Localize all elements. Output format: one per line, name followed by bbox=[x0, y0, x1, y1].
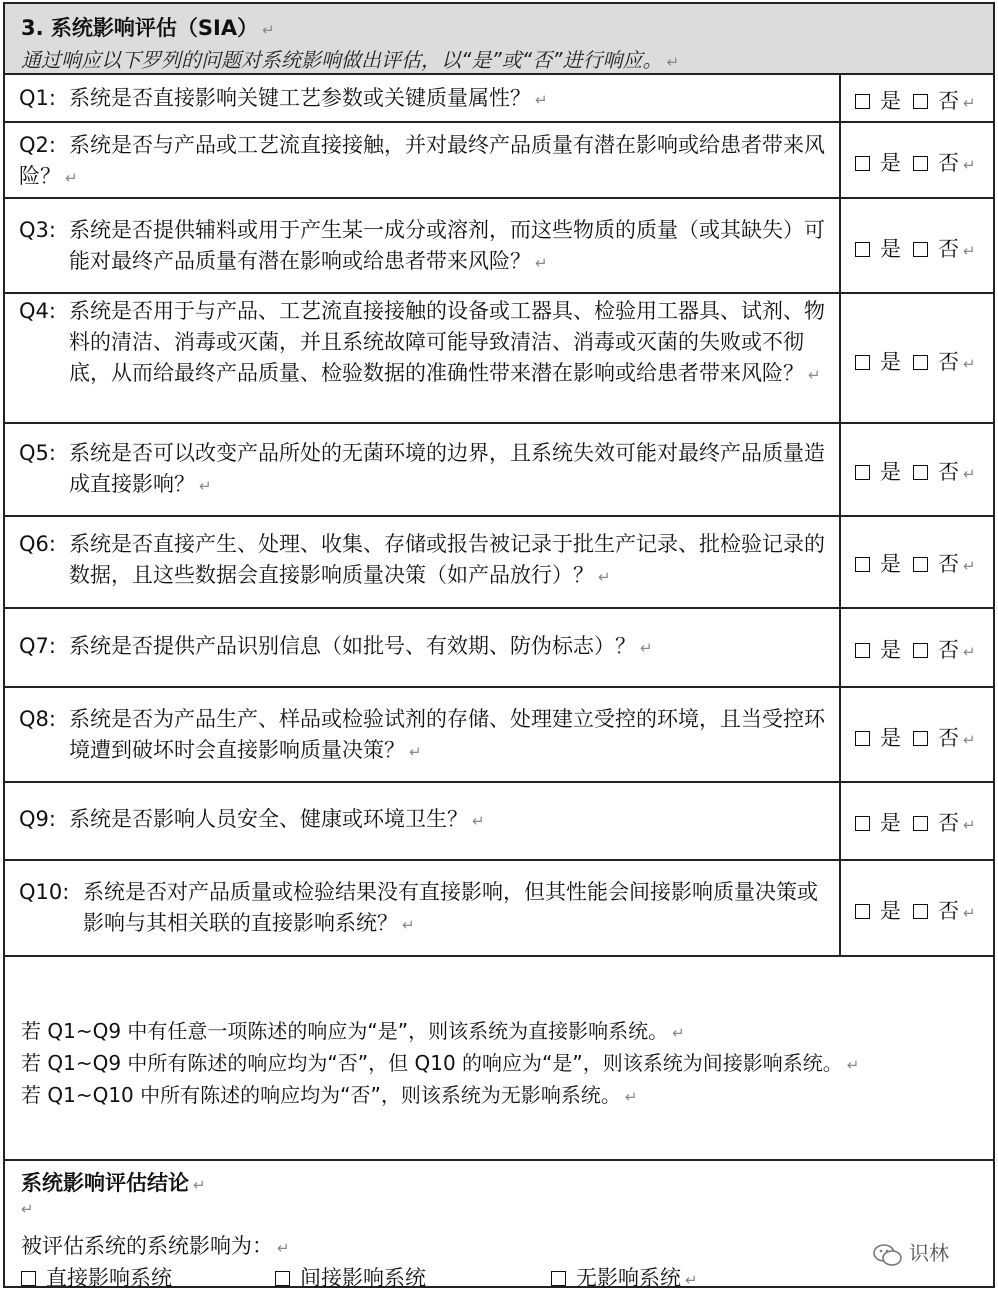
question-id: Q3: bbox=[19, 218, 56, 242]
column-divider bbox=[839, 75, 841, 121]
conclusion-option-direct[interactable]: 直接影响系统 bbox=[21, 1262, 172, 1292]
question-id: Q1: bbox=[19, 86, 56, 110]
yes-no-options: 是 否 ↵ bbox=[855, 85, 976, 115]
conclusion-option-indirect[interactable]: 间接影响系统 bbox=[275, 1262, 426, 1292]
question-row-q3 bbox=[5, 199, 993, 294]
indirect-impact-checkbox[interactable] bbox=[275, 1271, 290, 1286]
evaluation-rules bbox=[5, 957, 993, 1161]
conclusion-option-none[interactable]: 无影响系统 ↵ bbox=[551, 1262, 698, 1292]
question-row-q4 bbox=[5, 294, 993, 424]
question-row-q5 bbox=[5, 424, 993, 517]
section-header bbox=[5, 4, 993, 75]
yes-no-options: 是 否 ↵ bbox=[855, 634, 976, 664]
column-divider bbox=[839, 123, 841, 197]
no-checkbox[interactable] bbox=[913, 242, 928, 257]
yes-no-options: 是 否 ↵ bbox=[855, 807, 976, 837]
no-checkbox[interactable] bbox=[913, 156, 928, 171]
no-checkbox[interactable] bbox=[913, 465, 928, 480]
column-divider bbox=[839, 783, 841, 859]
yes-checkbox[interactable] bbox=[855, 242, 870, 257]
yes-no-options: 是 否 ↵ bbox=[855, 233, 976, 263]
column-divider bbox=[839, 294, 841, 422]
yes-checkbox[interactable] bbox=[855, 465, 870, 480]
question-id: Q5: bbox=[19, 441, 56, 465]
question-id: Q6: bbox=[19, 532, 56, 556]
question-text: Q8: 系统是否为产品生产、样品或检验试剂的存储、处理建立受控的环境，且当受控环境遭到破坏时会直接影响质量决策？ ↵ bbox=[19, 704, 835, 768]
column-divider bbox=[839, 199, 841, 292]
no-impact-checkbox[interactable] bbox=[551, 1271, 566, 1286]
yes-checkbox[interactable] bbox=[855, 816, 870, 831]
column-divider bbox=[839, 688, 841, 781]
yes-checkbox[interactable] bbox=[855, 156, 870, 171]
question-id: Q4: bbox=[19, 299, 56, 323]
yes-checkbox[interactable] bbox=[855, 731, 870, 746]
question-text: Q2: 系统是否与产品或工艺流直接接触，并对最终产品质量有潜在影响或给患者带来风险？ ↵ bbox=[19, 130, 835, 194]
empty-paragraph-mark: ↵ bbox=[21, 1200, 34, 1218]
question-text: Q7: 系统是否提供产品识别信息（如批号、有效期、防伪标志）？ ↵ bbox=[19, 631, 835, 664]
question-text: Q9: 系统是否影响人员安全、健康或环境卫生？ ↵ bbox=[19, 804, 835, 837]
yes-no-options: 是 否 ↵ bbox=[855, 895, 976, 925]
question-text: Q6: 系统是否直接产生、处理、收集、存储或报告被记录于批生产记录、批检验记录的数据，且这些数据会直接影响质量决策（如产品放行）？ ↵ bbox=[19, 529, 835, 593]
question-id: Q2: bbox=[19, 133, 56, 157]
question-row-q7 bbox=[5, 609, 993, 688]
question-row-q10 bbox=[5, 861, 993, 957]
question-text: Q5: 系统是否可以改变产品所处的无菌环境的边界，且系统失效可能对最终产品质量造成直接影响？ ↵ bbox=[19, 438, 835, 502]
rule-line: 若 Q1~Q9 中所有陈述的响应均为“否”，但 Q10 的响应为“是”，则该系统为间接影响系统。 ↵ bbox=[21, 1051, 860, 1075]
column-divider bbox=[839, 424, 841, 515]
yes-checkbox[interactable] bbox=[855, 355, 870, 370]
question-id: Q7: bbox=[19, 634, 56, 658]
no-checkbox[interactable] bbox=[913, 904, 928, 919]
yes-no-options: 是 否 ↵ bbox=[855, 147, 976, 177]
conclusion-label: 被评估系统的系统影响为： ↵ bbox=[21, 1234, 290, 1258]
no-checkbox[interactable] bbox=[913, 557, 928, 572]
column-divider bbox=[839, 609, 841, 686]
question-row-q8 bbox=[5, 688, 993, 783]
question-id: Q10: bbox=[19, 880, 70, 904]
rule-line: 若 Q1~Q10 中所有陈述的响应均为“否”，则该系统为无影响系统。 ↵ bbox=[21, 1083, 638, 1107]
watermark: 识林 bbox=[873, 1237, 978, 1267]
question-id: Q9: bbox=[19, 807, 56, 831]
yes-no-options: 是 否 ↵ bbox=[855, 346, 976, 376]
conclusion-title: 系统影响评估结论 ↵ bbox=[21, 1171, 206, 1195]
question-text: Q4: 系统是否用于与产品、工艺流直接接触的设备或工器具、检验用工器具、试剂、物料的清洁、消毒或灭菌，并且系统故障可能导致清洁、消毒或灭菌的失败或不彻底，从而给最终产品质量、检验数据的准确性带来潜在影响或给患者带来风险？ ↵ bbox=[19, 296, 835, 391]
no-checkbox[interactable] bbox=[913, 731, 928, 746]
question-row-q9 bbox=[5, 783, 993, 861]
question-text: Q10: 系统是否对产品质量或检验结果没有直接影响，但其性能会间接影响质量决策或影响与其相关联的直接影响系统？ ↵ bbox=[19, 877, 835, 941]
yes-checkbox[interactable] bbox=[855, 557, 870, 572]
yes-no-options: 是 否 ↵ bbox=[855, 722, 976, 752]
no-checkbox[interactable] bbox=[913, 643, 928, 658]
question-text: Q3: 系统是否提供辅料或用于产生某一成分或溶剂，而这些物质的质量（或其缺失）可能对最终产品质量有潜在影响或给患者带来风险？ ↵ bbox=[19, 215, 835, 279]
direct-impact-checkbox[interactable] bbox=[21, 1271, 36, 1286]
yes-checkbox[interactable] bbox=[855, 904, 870, 919]
section-title: 3. 系统影响评估（SIA） ↵ bbox=[21, 16, 275, 40]
yes-checkbox[interactable] bbox=[855, 643, 870, 658]
yes-no-options: 是 否 ↵ bbox=[855, 456, 976, 486]
rule-line: 若 Q1~Q9 中有任意一项陈述的响应为“是”，则该系统为直接影响系统。 ↵ bbox=[21, 1019, 685, 1043]
question-row-q1 bbox=[5, 75, 993, 123]
question-id: Q8: bbox=[19, 707, 56, 731]
question-row-q6 bbox=[5, 517, 993, 609]
column-divider bbox=[839, 861, 841, 955]
column-divider bbox=[839, 517, 841, 607]
wechat-icon bbox=[873, 1243, 903, 1267]
no-checkbox[interactable] bbox=[913, 355, 928, 370]
question-text: Q1: 系统是否直接影响关键工艺参数或关键质量属性？ ↵ bbox=[19, 83, 835, 116]
no-checkbox[interactable] bbox=[913, 816, 928, 831]
section-subtitle: 通过响应以下罗列的问题对系统影响做出评估，以“是”或“否”进行响应。 ↵ bbox=[21, 48, 680, 72]
yes-checkbox[interactable] bbox=[855, 94, 870, 109]
no-checkbox[interactable] bbox=[913, 94, 928, 109]
question-row-q2 bbox=[5, 123, 993, 199]
yes-no-options: 是 否 ↵ bbox=[855, 548, 976, 578]
sia-form bbox=[3, 2, 995, 1288]
